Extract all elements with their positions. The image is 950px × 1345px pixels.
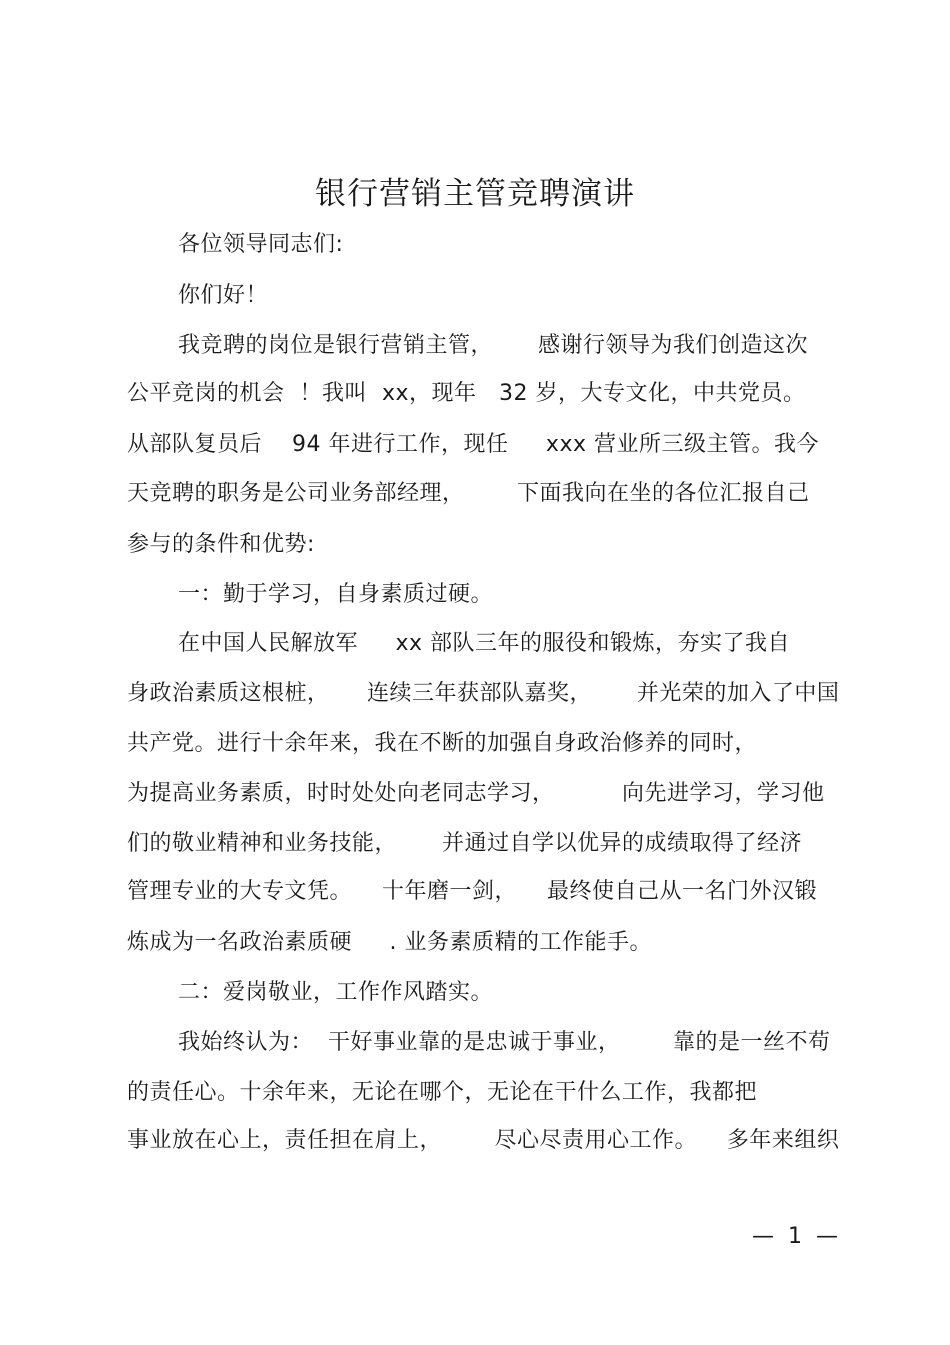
paragraph-line: 参与的条件和优势: [127, 532, 315, 557]
paragraph-line: 我竞聘的岗位是银行营销主管， 感谢行领导为我们创造这次 [178, 333, 808, 358]
paragraph-line: 们的敬业精神和业务技能， 并通过自学以优异的成绩取得了经济 [127, 831, 802, 856]
paragraph-line: 事业放在心上，责任担在肩上， 尽心尽责用心工作。 多年来组织 [127, 1128, 840, 1153]
paragraph-line: 从部队复员后 94 年进行工作，现任 xxx 营业所三级主管。我今 [127, 432, 819, 457]
paragraph-line: 的责任心。十余年来，无论在哪个，无论在干什么工作，我都把 [127, 1080, 758, 1105]
page-number: — 1 — [752, 1224, 838, 1249]
paragraph-line: 管理专业的大专文凭。 十年磨一剑， 最终使自己从一名门外汉锻 [127, 879, 817, 904]
paragraph-line: 为提高业务素质，时时处处向老同志学习， 向先进学习，学习他 [127, 781, 825, 806]
salutation: 各位领导同志们: [178, 232, 344, 257]
paragraph-line: 在中国人民解放军 xx 部队三年的服役和锻炼，夯实了我自 [178, 631, 790, 656]
document-title: 银行营销主管竞聘演讲 [315, 176, 635, 212]
paragraph-line: 炼成为一名政治素质硬 . 业务素质精的工作能手。 [127, 930, 652, 955]
section-heading: 二：爱岗敬业，工作作风踏实。 [178, 980, 494, 1005]
paragraph-line: 我始终认为： 干好事业靠的是忠诚于事业， 靠的是一丝不苟 [178, 1030, 831, 1055]
paragraph-line: 身政治素质这根桩， 连续三年获部队嘉奖， 并光荣的加入了中国 [127, 681, 840, 706]
paragraph-line: 天竞聘的职务是公司业务部经理， 下面我向在坐的各位汇报自己 [127, 481, 810, 506]
greeting: 你们好！ [178, 283, 269, 308]
paragraph-line: 公平竞岗的机会 ！我叫 xx，现年 32 岁，大专文化，中共党员。 [127, 381, 806, 406]
paragraph-line: 共产党。进行十余年来，我在不断的加强自身政治修养的同时， [127, 731, 758, 756]
section-heading: 一：勤于学习，自身素质过硬。 [178, 582, 494, 607]
